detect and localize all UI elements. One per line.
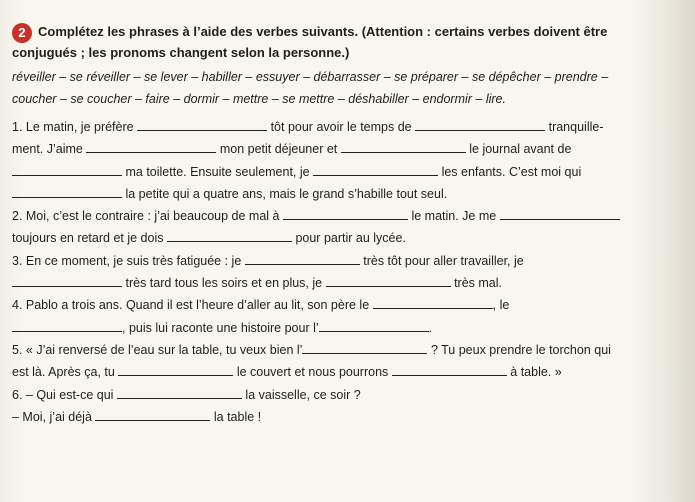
answer-blank[interactable] xyxy=(373,298,493,309)
sentence-text: est là. Après ça, tu xyxy=(12,365,115,380)
answer-blank[interactable] xyxy=(86,142,216,153)
sentence-text: tranquille- xyxy=(548,120,604,134)
answer-blank[interactable] xyxy=(326,276,451,287)
verb-list xyxy=(12,66,672,110)
sentence-4 xyxy=(12,294,672,339)
sentence-3 xyxy=(12,250,672,295)
sentence-text: 5. « J’ai renversé de l’eau sur la table, tu veux bien l’ xyxy=(12,342,303,357)
answer-blank[interactable] xyxy=(245,254,360,265)
answer-blank[interactable] xyxy=(283,209,408,220)
exercise-block xyxy=(12,22,672,428)
answer-blank[interactable] xyxy=(12,321,122,332)
answer-blank[interactable] xyxy=(167,231,292,242)
answer-blank[interactable] xyxy=(341,142,466,153)
answer-blank[interactable] xyxy=(392,365,507,376)
sentence-text: ? Tu peux prendre le torchon qui xyxy=(430,342,611,357)
sentence-text: 4. Pablo a trois ans. Quand il est l’heure d’aller au lit, son père le xyxy=(12,298,370,313)
answer-blank[interactable] xyxy=(500,209,620,220)
sentence-text: le couvert et nous pourrons xyxy=(236,365,389,380)
exercise-header xyxy=(12,22,672,43)
sentence-text: ment. J’aime xyxy=(12,142,83,157)
exercise-number-badge: 2 xyxy=(12,23,32,43)
sentence-1 xyxy=(12,116,672,205)
answer-blank[interactable] xyxy=(117,388,242,399)
instruction-line-1: Complétez les phrases à l’aide des verbes suivants. (Attention : certains verbes doivent être xyxy=(38,24,608,39)
sentence-text: mon petit déjeuner et xyxy=(219,142,338,157)
sentence-text: toujours en retard et je dois xyxy=(12,231,164,246)
verb-list-line-1: réveiller – se réveiller – se lever – habiller – essuyer – débarrasser – se préparer – se dépêcher – prendre – xyxy=(12,70,609,84)
answer-blank[interactable] xyxy=(95,410,210,421)
sentence-text: tôt pour avoir le temps de xyxy=(270,120,412,134)
sentence-text: le journal avant de xyxy=(469,142,572,157)
sentence-text: , puis lui raconte une histoire pour l’ xyxy=(122,320,319,335)
sentence-text: pour partir au lycée. xyxy=(295,231,406,246)
sentence-text: la table ! xyxy=(213,409,262,424)
sentence-text: à table. » xyxy=(510,365,562,380)
answer-blank[interactable] xyxy=(118,365,233,376)
exercise-instruction xyxy=(38,22,672,42)
sentence-5 xyxy=(12,339,672,384)
verb-list-line-2: coucher – se coucher – faire – dormir – mettre – se mettre – déshabiller – endormir – lire. xyxy=(12,92,506,106)
answer-blank[interactable] xyxy=(313,165,438,176)
answer-blank[interactable] xyxy=(12,187,122,198)
sentence-text: 3. En ce moment, je suis très fatiguée : je xyxy=(12,253,242,268)
sentence-text: la petite qui a quatre ans, mais le grand s’habille tout seul. xyxy=(125,186,448,201)
sentence-text: très tôt pour aller travailler, je xyxy=(363,253,524,268)
sentence-text: les enfants. C’est moi qui xyxy=(441,164,582,179)
sentence-text: 1. Le matin, je préfère xyxy=(12,120,134,134)
sentence-6 xyxy=(12,384,672,429)
answer-blank[interactable] xyxy=(12,276,122,287)
sentence-text: très tard tous les soirs et en plus, je xyxy=(125,276,323,291)
sentence-text: le matin. Je me xyxy=(411,209,497,224)
answer-blank[interactable] xyxy=(319,321,429,332)
sentence-text: 2. Moi, c’est le contraire : j’ai beaucoup de mal à xyxy=(12,209,280,224)
answer-blank[interactable] xyxy=(12,165,122,176)
sentence-2 xyxy=(12,205,672,250)
sentence-text: – Moi, j’ai déjà xyxy=(12,409,92,424)
sentence-text: la vaisselle, ce soir ? xyxy=(245,387,361,402)
answer-blank[interactable] xyxy=(137,120,267,131)
answer-blank[interactable] xyxy=(415,120,545,131)
sentence-text: ma toilette. Ensuite seulement, je xyxy=(125,164,310,179)
sentence-text: . xyxy=(428,320,433,335)
answer-blank[interactable] xyxy=(302,343,427,354)
sentence-text: 6. – Qui est-ce qui xyxy=(12,387,114,402)
sentence-text: , le xyxy=(492,298,510,313)
sentence-text: très mal. xyxy=(454,276,503,291)
instruction-line-2: conjugués ; les pronoms changent selon la personne.) xyxy=(12,45,350,60)
